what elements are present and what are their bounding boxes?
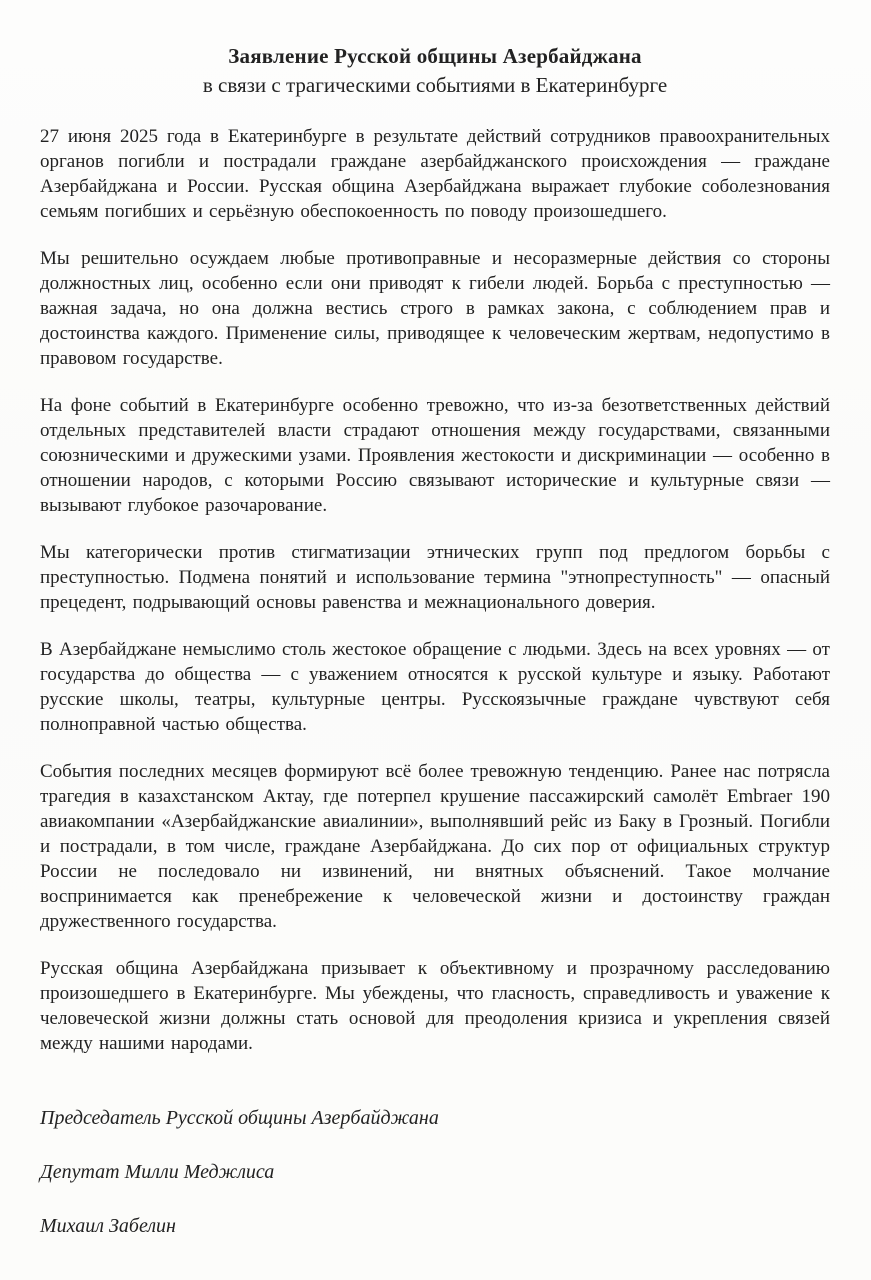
signature-position: Председатель Русской общины Азербайджана [40,1107,439,1129]
document-title: Заявление Русской общины Азербайджана [228,44,642,68]
paragraph-aktau-tragedy: События последних месяцев формируют всё более тревожную тенденцию. Ранее нас потрясла трагедия в казахстанском Актау, где потерпел крушение пассажирский самолёт Embraer 190 авиакомпании «Азербайджанские авиалинии», выполнявший рейс из Баку в Грозный. Погибли и пострадали, в том числе, граждане Азербайджана. До сих пор от официальных структур России не последовало ни извинений, ни внятных объяснений. Такое молчание воспринимается как пренебрежение к человеческой жизни и достоинству граждан дружественного государства. [40,761,830,932]
signature-role: Депутат Милли Меджлиса [40,1161,275,1183]
paragraph-azerbaijan-attitude: В Азербайджане немыслимо столь жестокое обращение с людьми. Здесь на всех уровнях — от государства до общества — с уважением относятся к русской культуре и языку. Работают русские школы, театры, культурные центры. Русскоязычные граждане чувствуют себя полноправной частью общества. [40,639,830,735]
paragraph-stigmatization: Мы категорически против стигматизации этнических групп под предлогом борьбы с преступностью. Подмена понятий и использование термина "этнопреступность" — опасный прецедент, подрывающий основы равенства и межнационального доверия. [40,542,830,613]
signature-block [40,1106,830,1239]
paragraph-relations: На фоне событий в Екатеринбурге особенно тревожно, что из-за безответственных действий отдельных представителей власти страдают отношения между государствами, связанными союзническими и дружескими узами. Проявления жестокости и дискриминации — особенно в отношении народов, с которыми Россию связывают исторические и культурные связи — вызывают глубокое разочарование. [40,395,830,516]
paragraph-incident: 27 июня 2025 года в Екатеринбурге в результате действий сотрудников правоохранительных органов погибли и пострадали граждане азербайджанского происхождения — граждане Азербайджана и России. Русская община Азербайджана выражает глубокие соболезнования семьям погибших и серьёзную обеспокоенность по поводу произошедшего. [40,126,830,222]
paragraph-condemnation: Мы решительно осуждаем любые противоправные и несоразмерные действия со стороны должностных лиц, особенно если они приводят к гибели людей. Борьба с преступностью — важная задача, но она должна вестись строго в рамках закона, с соблюдением прав и достоинства каждого. Применение силы, приводящее к человеческим жертвам, недопустимо в правовом государстве. [40,248,830,369]
paragraph-call-for-investigation: Русская община Азербайджана призывает к объективному и прозрачному расследованию произошедшего в Екатеринбурге. Мы убеждены, что гласность, справедливость и уважение к человеческой жизни должны стать основой для преодоления кризиса и укрепления связей между нашими народами. [40,958,830,1054]
document-subtitle: в связи с трагическими событиями в Екатеринбурге [202,73,668,97]
signature-name: Михаил Забелин [40,1215,176,1237]
